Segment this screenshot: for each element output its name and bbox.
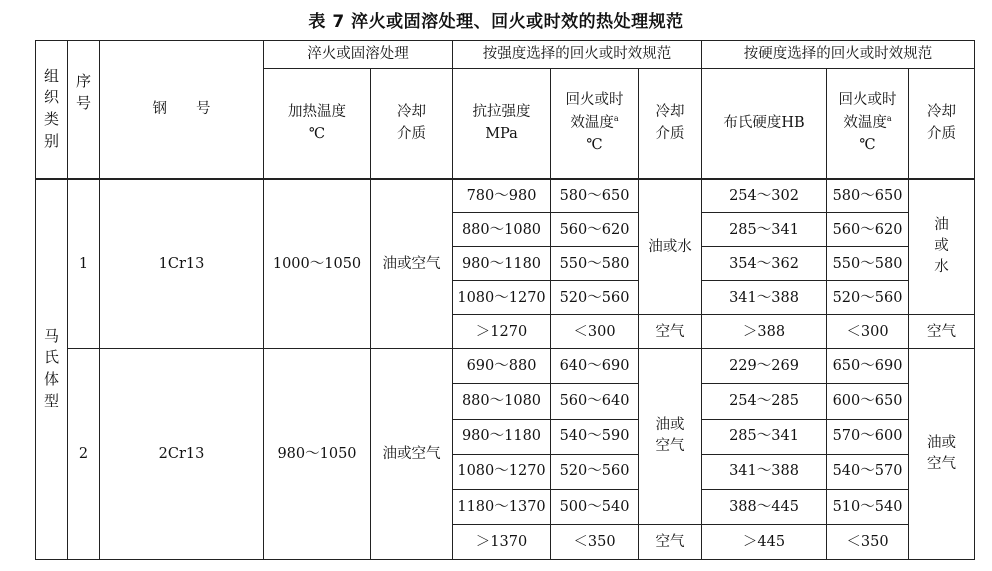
hb-cell: 341～388 (702, 281, 827, 315)
steel-grade-cell: 2Cr13 (100, 349, 264, 560)
tensile-cell: 1080～1270 (453, 454, 551, 489)
header-group-hardness: 按硬度选择的回火或时效规范 (702, 41, 975, 69)
header-row-groups (36, 41, 975, 69)
temper2-cell: 580～650 (827, 179, 909, 213)
temper-cell: 580～650 (551, 179, 639, 213)
tensile-cell: 880～1080 (453, 213, 551, 247)
temper2-cell: 600～650 (827, 384, 909, 419)
hardness-medium-cell: 油或空气 (909, 349, 975, 560)
seq-cell: 1 (68, 179, 100, 349)
hardness-medium-cell: 空气 (909, 315, 975, 349)
strength-medium-cell: 油或空气 (639, 349, 702, 524)
seq-cell: 2 (68, 349, 100, 560)
header-cool-medium-hardness: 冷却 介质 (909, 68, 975, 179)
tensile-cell: 980～1180 (453, 419, 551, 454)
temper2-cell: ＜350 (827, 524, 909, 559)
strength-medium-cell: 空气 (639, 315, 702, 349)
temper2-cell: ＜300 (827, 315, 909, 349)
hb-cell: 388～445 (702, 489, 827, 524)
header-heat-temp: 加热温度 ℃ (264, 68, 371, 179)
temper-cell: 520～560 (551, 454, 639, 489)
header-brinell-hardness: 布氏硬度HB (702, 68, 827, 179)
tensile-cell: ＞1270 (453, 315, 551, 349)
temper2-cell: 510～540 (827, 489, 909, 524)
temper-cell: ＜300 (551, 315, 639, 349)
temper2-cell: 540～570 (827, 454, 909, 489)
hb-cell: 354～362 (702, 247, 827, 281)
header-cool-medium: 冷却 介质 (371, 68, 453, 179)
table-row (36, 179, 975, 213)
temper2-cell: 550～580 (827, 247, 909, 281)
temper-cell: 500～540 (551, 489, 639, 524)
strength-medium-cell: 空气 (639, 524, 702, 559)
temper-cell: 560～640 (551, 384, 639, 419)
header-structure-type: 组织类别 (36, 41, 68, 179)
temper-cell: 520～560 (551, 281, 639, 315)
temper-cell: 550～580 (551, 247, 639, 281)
temper-cell: 640～690 (551, 349, 639, 384)
hb-cell: 229～269 (702, 349, 827, 384)
header-cool-medium-strength: 冷却 介质 (639, 68, 702, 179)
hb-cell: ＞388 (702, 315, 827, 349)
quench-medium-cell: 油或空气 (371, 349, 453, 560)
heat-temp-cell: 980～1050 (264, 349, 371, 560)
header-steel-grade: 钢 号 (100, 41, 264, 179)
tensile-cell: 780～980 (453, 179, 551, 213)
table-title: 表 7 淬火或固溶处理、回火或时效的热处理规范 (308, 11, 684, 32)
temper-cell: 560～620 (551, 213, 639, 247)
temper2-cell: 520～560 (827, 281, 909, 315)
header-temper-temp-hardness: 回火或时 效温度$^a$ ℃ (827, 68, 909, 179)
temper2-cell: 650～690 (827, 349, 909, 384)
temper-cell: 540～590 (551, 419, 639, 454)
tensile-cell: 1080～1270 (453, 281, 551, 315)
hb-cell: 285～341 (702, 419, 827, 454)
tensile-cell: 1180～1370 (453, 489, 551, 524)
tensile-cell: 880～1080 (453, 384, 551, 419)
header-group-strength: 按强度选择的回火或时效规范 (453, 41, 702, 69)
table-row (36, 349, 975, 384)
header-seq: 序号 (68, 41, 100, 179)
quench-medium-cell: 油或空气 (371, 179, 453, 349)
tensile-cell: 980～1180 (453, 247, 551, 281)
heat-treatment-spec-table (35, 40, 975, 560)
steel-grade-cell: 1Cr13 (100, 179, 264, 349)
hb-cell: 285～341 (702, 213, 827, 247)
temper-cell: ＜350 (551, 524, 639, 559)
tensile-cell: ＞1370 (453, 524, 551, 559)
temper2-cell: 570～600 (827, 419, 909, 454)
temper2-cell: 560～620 (827, 213, 909, 247)
hardness-medium-cell: 油或水 (909, 179, 975, 315)
hb-cell: 254～285 (702, 384, 827, 419)
strength-medium-cell: 油或水 (639, 179, 702, 315)
header-temper-temp: 回火或时 效温度$^a$ ℃ (551, 68, 639, 179)
hb-cell: 341～388 (702, 454, 827, 489)
tensile-cell: 690～880 (453, 349, 551, 384)
heat-temp-cell: 1000～1050 (264, 179, 371, 349)
header-group-quench: 淬火或固溶处理 (264, 41, 453, 69)
hb-cell: 254～302 (702, 179, 827, 213)
structure-type-cell: 马氏体型 (36, 179, 68, 560)
hb-cell: ＞445 (702, 524, 827, 559)
header-tensile-strength: 抗拉强度 MPa (453, 68, 551, 179)
